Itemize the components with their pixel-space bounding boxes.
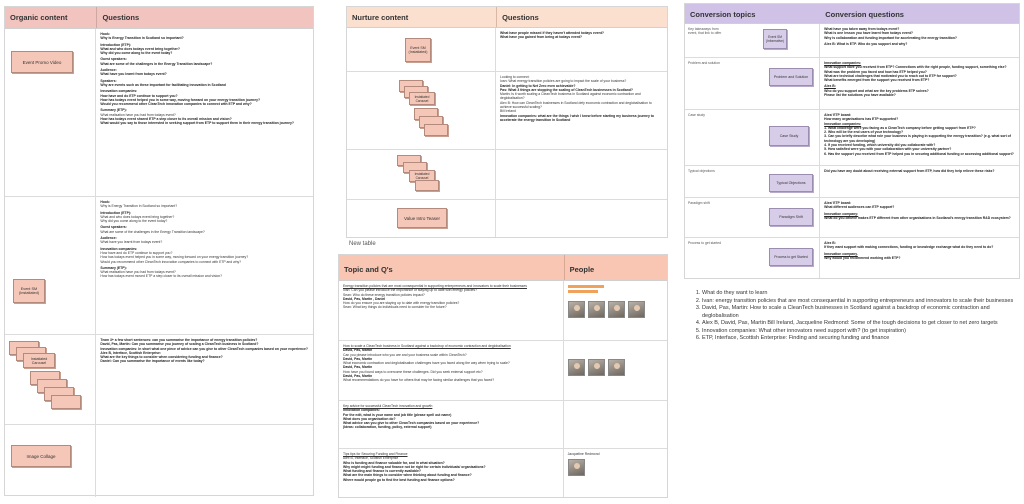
conversion-row bbox=[685, 198, 1019, 238]
questions-cell bbox=[96, 29, 313, 196]
question-line: What realisation have you had from todays event? bbox=[100, 112, 176, 117]
question-line: How has todays event moved ETP a step closer to its overall mission and vision? bbox=[100, 274, 223, 279]
question-line: Ivan: Can you please introduce the importance of staying up to date with energy policies? bbox=[343, 288, 478, 293]
conversion-topic-label: Paradigm shift bbox=[688, 201, 710, 205]
question-line: Introduction (ETP): bbox=[100, 210, 132, 215]
question-line: Innovation companies: In short what one piece of advice can you give to other CleanTech companies based on your experience? bbox=[100, 346, 308, 351]
people-cell bbox=[564, 281, 667, 340]
person-photo-icon bbox=[608, 301, 625, 318]
question-line: How has todays event helped you in some way, moving forward on your energy transition journey? bbox=[100, 97, 261, 102]
topic-row bbox=[339, 341, 667, 401]
person-photo-icon bbox=[568, 359, 585, 376]
conversion-topic-label: Case study bbox=[688, 113, 705, 117]
question-line: Pas: What 3 things are stopping the scaling of CleanTech businesses in Scotland? bbox=[500, 87, 633, 92]
topic-and-questions-table bbox=[338, 254, 668, 498]
question-line: Ivan: What energy transition policies are going to impact the scale of your business? bbox=[500, 79, 627, 84]
question-line: (Ideas: collaboration, funding, policy, external support) bbox=[343, 425, 432, 430]
question-line: What support have you received from ETP? Connections with the right people, funding support, something else? bbox=[824, 65, 1007, 70]
question-line: Please list the solutions you have available? bbox=[824, 93, 896, 98]
question-line: What have you gained from being at todays event? bbox=[500, 35, 582, 40]
question-line: How have and do ETP continue to support you? bbox=[100, 93, 178, 98]
question-line: What are technical challenges that motivated you to reach out to ETP for support? bbox=[824, 73, 957, 78]
question-line: Team 3+ a few short sentences: can you summarise the importance of energy transition policies? bbox=[100, 338, 258, 342]
person-photo-icon bbox=[628, 301, 645, 318]
question-line: Innovation companies: bbox=[824, 121, 862, 126]
question-line: Alex B, Interface, Scottish Enterprise bbox=[343, 456, 399, 461]
sticky-note[interactable]: Paradigm Shift bbox=[769, 208, 813, 226]
question-line: Speakers: bbox=[100, 78, 117, 83]
sticky-note[interactable]: Case Study bbox=[769, 126, 809, 146]
question-line: What have you learnt from todays event? bbox=[100, 240, 163, 245]
question-line: What would you say to those interested in seeking support from ETP to support them in their energy transition journey? bbox=[100, 121, 294, 126]
conversion-table-header bbox=[685, 4, 1019, 24]
questions-cell bbox=[820, 110, 1019, 165]
question-line: How has todays event shared ETP a step closer to its overall mission and vision? bbox=[100, 117, 232, 122]
question-line: Where would people go to find the best funding and finance options? bbox=[343, 477, 455, 482]
people-cell bbox=[564, 401, 667, 448]
new-table-label: New table bbox=[349, 241, 376, 247]
question-line: What are the main things to consider when thinking about funding and finance? bbox=[343, 473, 472, 478]
question-line: Why would you recommend working with ETP? bbox=[824, 255, 901, 260]
topic-header-topics: Topic and Q's bbox=[344, 265, 393, 274]
topic-table-header bbox=[339, 255, 667, 281]
organic-row bbox=[5, 425, 313, 497]
questions-cell bbox=[96, 425, 313, 497]
question-line: What realisation have you had from todays event? bbox=[100, 270, 176, 275]
summary-item: 1. What do they want to learn bbox=[702, 290, 1020, 298]
question-line: Sean: Who do these energy transition policies impact? bbox=[343, 292, 425, 297]
people-cell bbox=[564, 341, 667, 400]
question-line: Can you please introduce who you are and your business scale within CleanTech? bbox=[343, 352, 467, 357]
question-line: What advice can you give to other CleanTech companies based on your experience? bbox=[343, 421, 480, 426]
question-line: What was the problem you faced and how has ETP helped you? bbox=[824, 69, 927, 74]
nurture-row bbox=[347, 28, 667, 72]
questions-cell bbox=[496, 28, 667, 71]
question-line: Alex/ ETP board: bbox=[824, 201, 852, 205]
question-line: What and who does todays event bring together? bbox=[100, 214, 175, 219]
question-line: Alex B: bbox=[824, 84, 836, 89]
question-line: Why did you come along to the event today? bbox=[100, 51, 173, 56]
summary-item: 4. Alex B, David, Pas, Martin Bill Ireland, Jacqueline Redmond: Some of the tough decisions to get closer to net zero targets bbox=[702, 320, 1020, 328]
question-line: Innovation company. bbox=[824, 251, 858, 256]
question-line: Audience: bbox=[100, 236, 117, 241]
conversion-topic-label: Key takeaways from event, that link to offer bbox=[688, 27, 722, 35]
question-line: How to scale a CleanTech business in Scotland against a backdrop of economic contraction and deglobalisation bbox=[343, 344, 511, 348]
highlight-bar bbox=[568, 285, 604, 288]
question-line: What is one lesson you have learnt from todays event? bbox=[824, 31, 913, 36]
question-line: David, Pas, Martin bbox=[343, 374, 373, 379]
question-line: Alex B: What is ETP. Who do you support and why? bbox=[824, 41, 908, 46]
question-line: Hook: bbox=[100, 32, 110, 36]
sticky-note[interactable]: Value Intro Teaser bbox=[397, 208, 447, 228]
question-line: How has todays event helped you in some way, moving forward on your energy transition journey? bbox=[100, 255, 249, 260]
sticky-note[interactable]: Event SM (Instatiated) bbox=[13, 279, 45, 303]
person-photo-icon bbox=[588, 301, 605, 318]
topic-row bbox=[339, 281, 667, 341]
question-line: Alex/ ETP board: bbox=[824, 113, 852, 117]
question-line: Why might might funding and finance not be right for certain individuals/ organisations? bbox=[343, 464, 486, 469]
summary-list bbox=[690, 290, 1020, 343]
conversion-header-questions: Conversion questions bbox=[825, 10, 904, 19]
topic-row bbox=[339, 449, 667, 497]
questions-cell bbox=[820, 238, 1019, 278]
question-line: Did you have any doubt about receiving external support from ETP, how did they help relieve these risks? bbox=[824, 169, 995, 173]
question-line: What economic contraction and deglobalisation challenges have you faced along the way when trying to scale? bbox=[343, 361, 510, 366]
question-line: 6. Has the support you received from ETP helped you in securing additional funding or accessing additional support? bbox=[824, 151, 1014, 156]
topic-row bbox=[339, 401, 667, 449]
questions-cell bbox=[496, 200, 667, 237]
question-line: Alex B, Interface, Scottish Enterprise: bbox=[100, 350, 162, 355]
question-line: What do you believe makes ETP different from other organisations in Scotland's energy transition R&D ecosystem? bbox=[824, 215, 1011, 220]
question-line: 1. What challenge were you facing as a CleanTech company before getting support from ETP? bbox=[824, 125, 976, 130]
topic-header-people: People bbox=[564, 255, 667, 280]
question-line: Energy transition policies that are most consequential in supporting entrepreneurs and innovators to scale their businesses bbox=[343, 284, 527, 288]
question-line: Who is funding and finance valuable for, and in what situation? bbox=[343, 460, 445, 465]
organic-header-questions: Questions bbox=[96, 7, 313, 28]
question-line: David, Pas, Martin bbox=[343, 356, 373, 361]
question-line: How have you found ways to overcome these challenges. Did you seek external support etc? bbox=[343, 369, 483, 374]
conversion-row bbox=[685, 166, 1019, 198]
question-line: Bill Ireland bbox=[500, 109, 516, 114]
sticky-note[interactable]: Typical Objections bbox=[769, 174, 813, 192]
sticky-note-stack bbox=[424, 124, 448, 136]
question-line: Summary (ETP): bbox=[100, 108, 127, 113]
question-line: David, Pas, Martin bbox=[343, 365, 373, 370]
questions-cell bbox=[820, 24, 1019, 57]
organic-row bbox=[5, 335, 313, 425]
sticky-note[interactable]: Event Promo Video bbox=[11, 51, 73, 73]
question-line: Innovation companies: bbox=[824, 61, 862, 65]
question-line: Innovation companies: bbox=[100, 246, 138, 251]
person-photo-icon bbox=[568, 459, 585, 476]
question-line: How many organisations has ETP supported? bbox=[824, 117, 899, 122]
sticky-note[interactable]: Image Collage bbox=[11, 445, 71, 467]
sticky-note[interactable]: Instatiated Carousel bbox=[409, 92, 435, 105]
conversion-topic-label: Typical objections bbox=[688, 169, 715, 173]
questions-cell bbox=[96, 197, 313, 334]
question-line: Alex B: How can CleanTech businesses in Scotland defy economic contraction and deglobalisation to achieve successful scaling? bbox=[500, 100, 652, 110]
question-line: Daniel: Can you summarise the importance of events like today? bbox=[100, 359, 205, 364]
question-line: How do you ensure you are staying up to date with energy transition policies? bbox=[343, 301, 460, 306]
question-line: Why is Energy Transition in Scotland so important? bbox=[100, 36, 184, 41]
question-line: Daniel: In getting to Net Zero even achievable? bbox=[500, 83, 576, 88]
question-line: Guest speakers: bbox=[100, 57, 127, 62]
question-line: David, Pas, Martin , Daniel bbox=[343, 296, 386, 301]
question-line: What are the key things to consider when considering funding and finance? bbox=[100, 355, 223, 360]
question-line: 3. Can you briefly describe what role your business is playing in supporting the energy transition? (e.g. what sort of technology are you developing) bbox=[824, 134, 1011, 143]
question-line: Innovation companies: what are the things I wish I knew before starting my business journey to accelerate the energy transition in Scotland bbox=[500, 113, 654, 122]
questions-cell bbox=[820, 58, 1019, 109]
question-line: Why is collaboration and funding important for accelerating the energy transition? bbox=[824, 35, 957, 40]
question-line: 2. Who will be the end users of your technology? bbox=[824, 130, 904, 135]
nurture-header-content: Nurture content bbox=[352, 13, 409, 22]
question-line: Why did you come along to the event today? bbox=[100, 219, 168, 224]
sticky-note[interactable]: Event SM (Informative) bbox=[763, 29, 787, 49]
question-line: What does you organisation do? bbox=[343, 416, 396, 421]
organic-content-table bbox=[4, 6, 314, 496]
question-line: Would you recommend other CleanTech innovation companies to connect with ETP and why? bbox=[100, 102, 252, 107]
question-line: What are some of the challenges in the Energy Transition landscape? bbox=[100, 61, 213, 66]
summary-item: 3. David, Pas, Martin: How to scale a CleanTech businesses in Scotland against a backdrop of economic contraction and deglobalisation bbox=[702, 305, 1020, 320]
question-line: Why are events such as these important for facilitating innovation in Scotland bbox=[100, 82, 226, 87]
conversion-row bbox=[685, 110, 1019, 166]
nurture-table-header bbox=[347, 7, 667, 28]
conversion-row bbox=[685, 238, 1019, 278]
question-line: Alex B: bbox=[824, 241, 836, 245]
person-name: Jacqueline Redmond bbox=[567, 452, 600, 456]
question-line: 5. How satisfied were you with your collaboration with your university partner? bbox=[824, 147, 952, 152]
question-line: What are some of the challenges in the Energy Transition landscape? bbox=[100, 229, 205, 234]
conversion-topic-label: Process to get started bbox=[688, 241, 721, 245]
question-line: What have people missed if they haven't attended todays event? bbox=[500, 31, 604, 35]
question-line: Audience: bbox=[100, 68, 117, 73]
questions-cell bbox=[496, 72, 667, 149]
summary-item: 5. Innovation companies: What other innovators need support with? (to get inspiration) bbox=[702, 328, 1020, 336]
sticky-note-stack bbox=[51, 395, 81, 409]
sticky-note[interactable]: Process to get Started bbox=[769, 248, 813, 266]
question-line: What have you learnt from todays event? bbox=[100, 72, 167, 77]
sticky-note[interactable]: Instatiated Carousel bbox=[23, 353, 55, 368]
question-line: Would you recommend other CleanTech innovation companies to connect with ETP and why? bbox=[100, 259, 242, 264]
question-line: What have you taken away from todays event? bbox=[824, 27, 900, 31]
questions-cell bbox=[820, 166, 1019, 197]
summary-item: 2. Ivan: energy transition policies that are most consequential in supporting entrepreneurs and innovators to scale their businesses bbox=[702, 298, 1020, 306]
question-line: What recommendations do you have for others that may be facing similar challenges that you faced? bbox=[343, 378, 495, 383]
question-line: How have and do ETP continue to support you? bbox=[100, 250, 173, 255]
question-line: If they want support with making connections, funding or knowledge exchange what do they need to do? bbox=[824, 245, 994, 250]
nurture-row bbox=[347, 150, 667, 200]
conversion-topics-table bbox=[684, 3, 1020, 279]
question-line: Introduction (ETP): bbox=[100, 42, 132, 47]
topic-cell bbox=[339, 281, 564, 340]
people-cell bbox=[564, 449, 667, 497]
question-line: Key advice for successful CleanTech innovation and growth bbox=[343, 404, 433, 408]
person-photo-icon bbox=[588, 359, 605, 376]
question-line: David, Pas, Martin bbox=[343, 348, 373, 353]
conversion-row bbox=[685, 58, 1019, 110]
organic-header-content: Organic content bbox=[10, 13, 68, 22]
person-photo-icon bbox=[608, 359, 625, 376]
nurture-header-questions: Questions bbox=[496, 7, 667, 27]
person-photo-icon bbox=[568, 301, 585, 318]
question-line: For the edit, what is your name and job title (please spell out name) bbox=[343, 412, 452, 417]
sticky-note[interactable]: Event SM (Instatiated) bbox=[405, 38, 431, 62]
question-line: Who do you support and what are the key problems ETP solves? bbox=[824, 88, 929, 93]
sticky-note-stack bbox=[415, 180, 439, 191]
conversion-row bbox=[685, 24, 1019, 58]
summary-item: 6. ETP, Interface, Scottish Enterprise: Finding and securing funding and finance bbox=[702, 335, 1020, 343]
question-line: Guest speakers: bbox=[100, 225, 127, 230]
highlight-bar bbox=[568, 290, 598, 293]
question-line: Innovation companies: bbox=[343, 408, 380, 413]
nurture-content-table bbox=[346, 6, 668, 238]
nurture-row bbox=[347, 200, 667, 237]
question-line: Tips tips for Securing Funding and Finance bbox=[343, 452, 408, 456]
topic-cell bbox=[339, 401, 564, 448]
questions-cell bbox=[96, 335, 313, 424]
question-line: What and who does todays event bring together? bbox=[100, 46, 180, 51]
topic-cell bbox=[339, 449, 564, 497]
question-line: Martin: Is it worth scaling a CleanTech business in Scotland against economic contraction and deglobalisation? bbox=[500, 92, 641, 101]
question-line: What funding and finance is currently available? bbox=[343, 469, 421, 474]
organic-table-header bbox=[5, 7, 313, 29]
question-line: Innovation companies: bbox=[100, 89, 138, 94]
questions-cell bbox=[496, 150, 667, 199]
question-line: Why is Energy Transition in Scotland so important? bbox=[100, 204, 178, 209]
question-line: Sean: What key things do individuals need to consider for the future? bbox=[343, 305, 447, 310]
sticky-note[interactable]: Instatiated Carousel bbox=[409, 170, 435, 182]
organic-row bbox=[5, 29, 313, 197]
question-line: Innovation company: bbox=[824, 211, 859, 216]
conversion-topic-label: Problem and solution bbox=[688, 61, 720, 65]
question-line: Summary (ETP): bbox=[100, 265, 127, 270]
question-line: What different audiences can ETP support? bbox=[824, 205, 895, 210]
sticky-note[interactable]: Problem and Solution bbox=[769, 68, 813, 86]
question-line: David, Pas, Martin: Can you summarise you journey of scaling a CleanTech business in Scotland? bbox=[100, 342, 259, 347]
nurture-row bbox=[347, 72, 667, 150]
question-line: Hook: bbox=[100, 200, 110, 204]
question-line: Looking to connect: bbox=[500, 75, 530, 79]
conversion-header-topics: Conversion topics bbox=[690, 10, 756, 19]
question-line: What benefits emerged from the support you received from ETP? bbox=[824, 78, 930, 83]
question-line: 4. If you received funding, which university did you collaborate with? bbox=[824, 143, 936, 148]
questions-cell bbox=[820, 198, 1019, 237]
topic-cell bbox=[339, 341, 564, 400]
organic-row bbox=[5, 197, 313, 335]
